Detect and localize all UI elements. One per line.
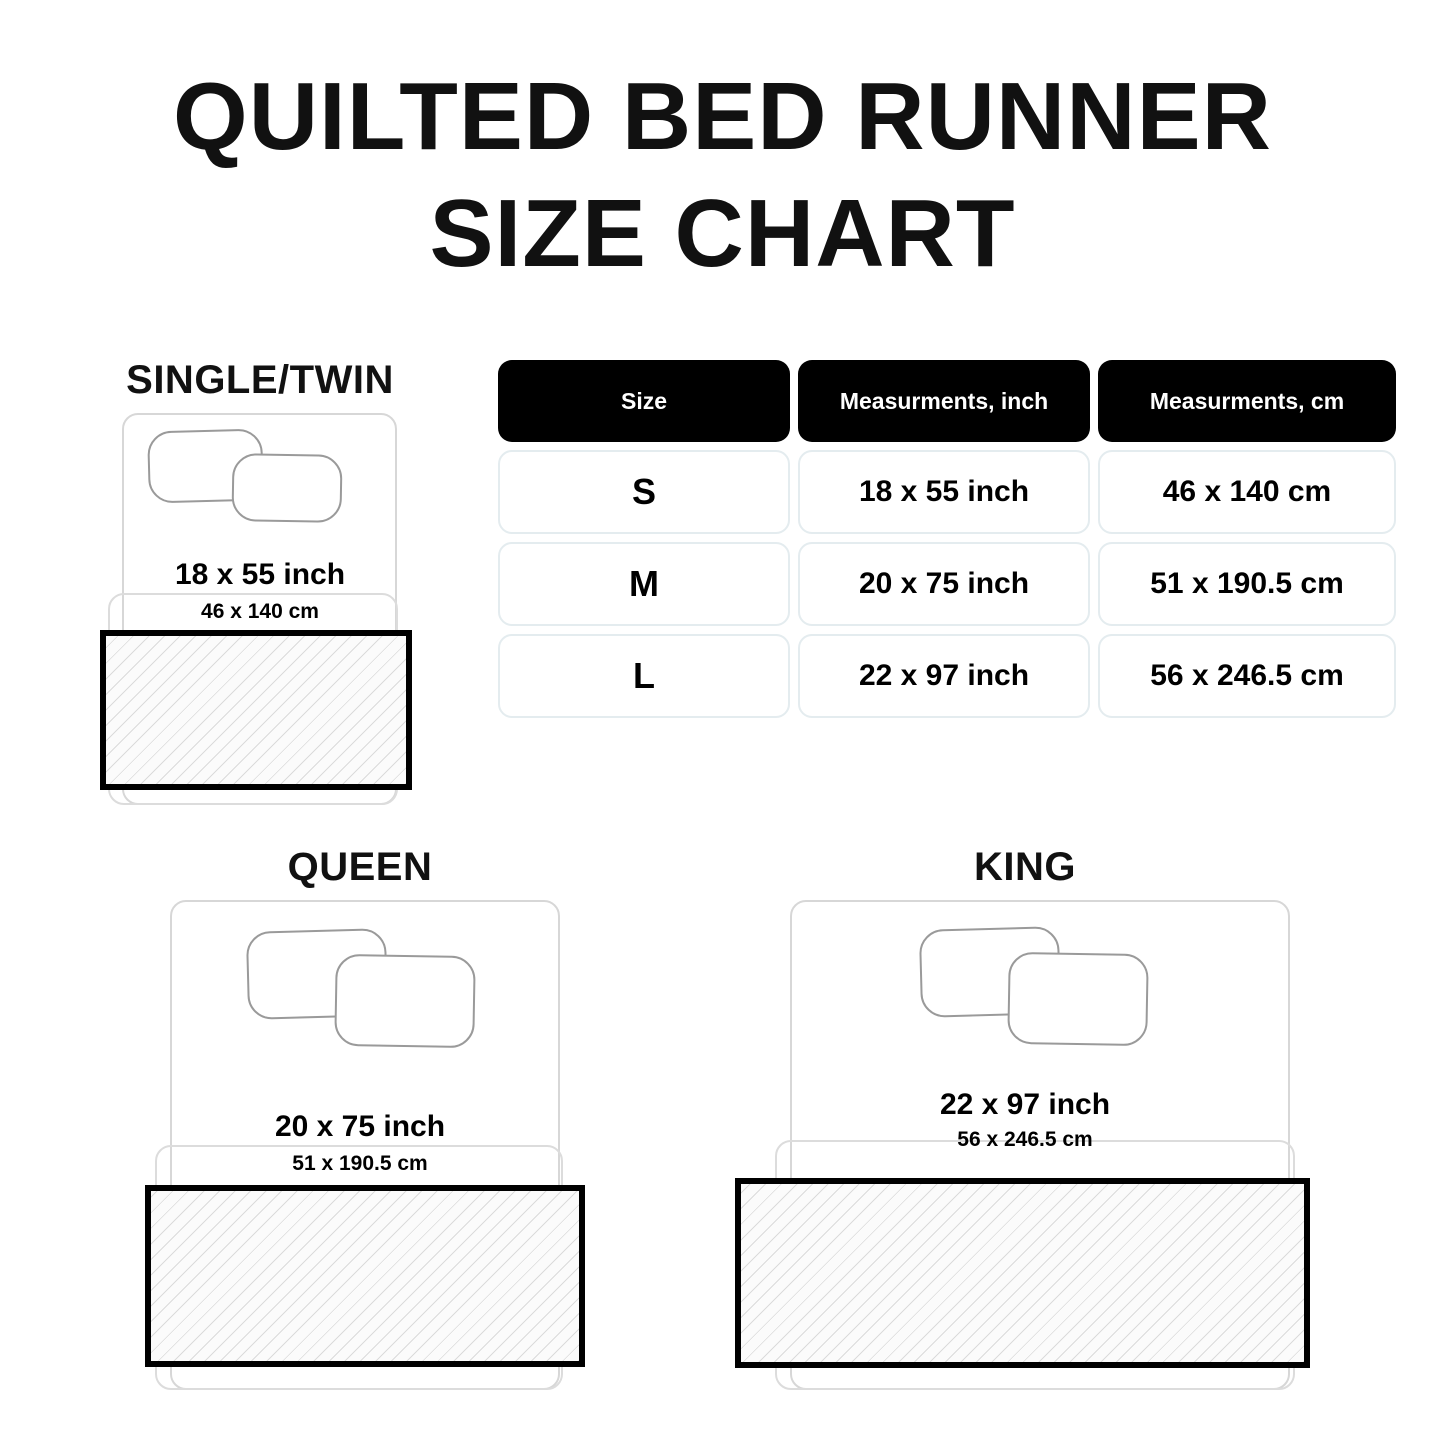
table-cell-inch: 18 x 55 inch [798, 450, 1090, 534]
dimension-inch-king: 22 x 97 inch [939, 1088, 1111, 1121]
table-cell-inch: 22 x 97 inch [798, 634, 1090, 718]
bed-label-single-twin: SINGLE/TWIN [126, 358, 394, 402]
table-cell-size: L [498, 634, 790, 718]
dimension-inch-queen: 20 x 75 inch [274, 1110, 446, 1143]
page-title-line-2: SIZE CHART [429, 180, 1016, 288]
table-cell-size: S [498, 450, 790, 534]
runner-hatch-pattern [151, 1191, 579, 1361]
bed-label-king: KING [974, 845, 1076, 889]
runner-hatch-pattern [741, 1184, 1304, 1362]
table-header-inch: Measurments, inch [798, 360, 1090, 442]
dimension-cm-single-twin: 46 x 140 cm [201, 600, 319, 623]
page-title [0, 58, 1445, 292]
dimension-cm-king: 56 x 246.5 cm [957, 1128, 1093, 1151]
runner-hatch-pattern [106, 636, 406, 784]
size-table [498, 360, 1396, 726]
page-title-line-1: QUILTED BED RUNNER [173, 63, 1272, 170]
dimension-inch-single-twin: 18 x 55 inch [174, 558, 346, 591]
table-cell-cm: 56 x 246.5 cm [1098, 634, 1396, 718]
table-cell-cm: 51 x 190.5 cm [1098, 542, 1396, 626]
runner-king [735, 1178, 1310, 1368]
table-header-cm: Measurments, cm [1098, 360, 1396, 442]
runner-single-twin [100, 630, 412, 790]
table-cell-size: M [498, 542, 790, 626]
bed-diagram-queen [145, 895, 575, 1395]
table-row [498, 634, 1396, 718]
pillow-front-icon [1007, 952, 1149, 1046]
table-header-size: Size [498, 360, 790, 442]
dimension-cm-queen: 51 x 190.5 cm [292, 1152, 428, 1175]
table-cell-cm: 46 x 140 cm [1098, 450, 1396, 534]
pillow-front-icon [231, 453, 342, 523]
table-row [498, 450, 1396, 534]
pillow-front-icon [334, 954, 476, 1048]
table-cell-inch: 20 x 75 inch [798, 542, 1090, 626]
table-row [498, 542, 1396, 626]
runner-queen [145, 1185, 585, 1367]
table-header-row [498, 360, 1396, 442]
bed-label-queen: QUEEN [287, 845, 433, 889]
